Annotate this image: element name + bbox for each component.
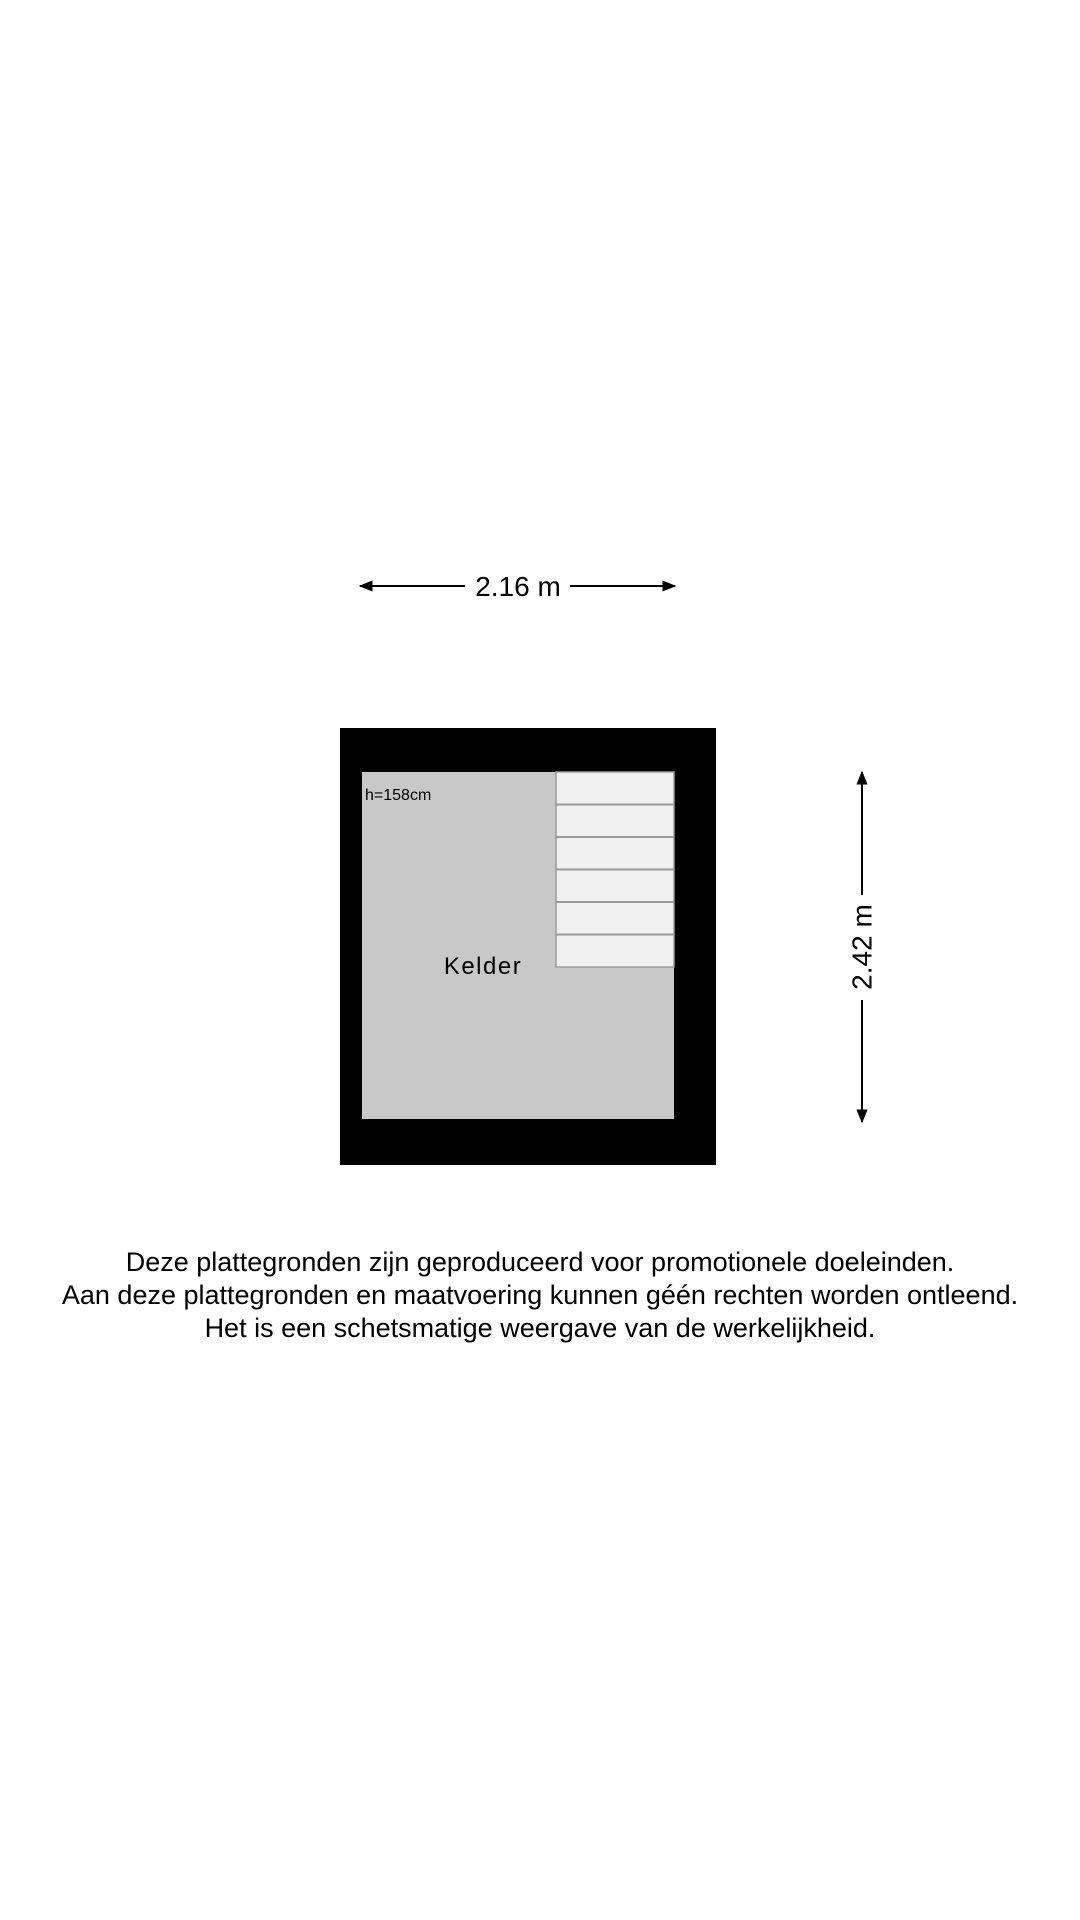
disclaimer — [0, 1246, 1080, 1345]
staircase — [556, 772, 674, 967]
width-dimension-label: 2.16 m — [475, 571, 561, 602]
room-label: Kelder — [443, 953, 523, 980]
width-dimension — [360, 571, 675, 602]
disclaimer-line-3: Het is een schetsmatige weergave van de werkelijkheid. — [204, 1313, 876, 1343]
disclaimer-line-2: Aan deze plattegronden en maatvoering kunnen géén rechten worden ontleend. — [61, 1280, 1019, 1310]
depth-dimension-label: 2.42 m — [846, 904, 878, 990]
height-note: h=158cm — [365, 787, 432, 804]
depth-dimension — [847, 772, 878, 1122]
disclaimer-line-1: Deze plattegronden zijn geproduceerd voor promotionele doeleinden. — [125, 1247, 955, 1277]
